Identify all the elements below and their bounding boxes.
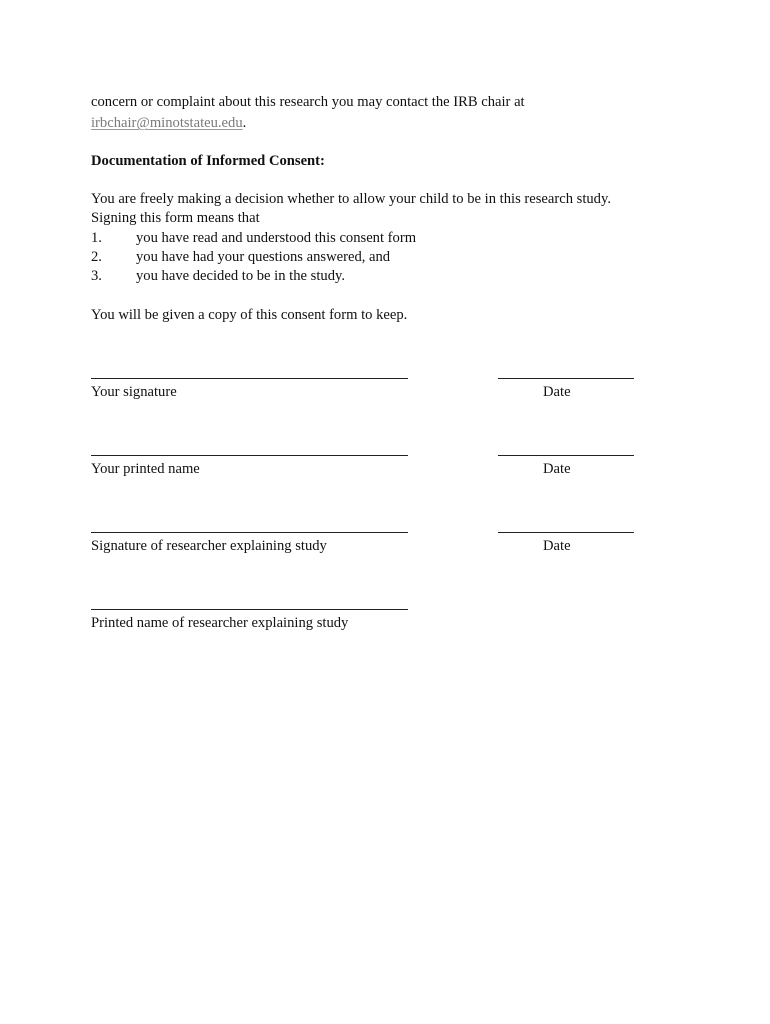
- list-number: 1.: [91, 230, 102, 246]
- email-suffix: .: [242, 115, 247, 131]
- printed-name-line[interactable]: [91, 455, 408, 456]
- researcher-signature-line[interactable]: [91, 532, 408, 533]
- date-line[interactable]: [498, 532, 634, 533]
- list-text: you have had your questions answered, and: [136, 249, 391, 265]
- consent-paragraph-line-2: Signing this form means that: [91, 210, 260, 226]
- list-item: [91, 229, 416, 247]
- researcher-printed-name-label: Printed name of researcher explaining study: [91, 615, 349, 631]
- date-line[interactable]: [498, 378, 634, 379]
- list-item: [91, 267, 345, 285]
- date-line[interactable]: [498, 455, 634, 456]
- list-item: [91, 248, 390, 266]
- list-text: you have decided to be in the study.: [136, 268, 345, 284]
- researcher-printed-name-line[interactable]: [91, 609, 408, 610]
- list-number: 3.: [91, 268, 102, 284]
- copy-note: You will be given a copy of this consent form to keep.: [91, 307, 408, 323]
- date-label: Date: [543, 461, 571, 477]
- intro-line: concern or complaint about this research you may contact the IRB chair at: [91, 94, 525, 110]
- date-label: Date: [543, 538, 571, 554]
- date-label: Date: [543, 384, 571, 400]
- irb-email-link[interactable]: irbchair@minotstateu.edu: [91, 115, 243, 131]
- signature-label: Your signature: [91, 384, 177, 400]
- section-heading: Documentation of Informed Consent:: [91, 153, 325, 169]
- list-text: you have read and understood this consent form: [136, 230, 417, 246]
- consent-paragraph-line-1: You are freely making a decision whether to allow your child to be in this research study.: [91, 191, 611, 207]
- signature-line[interactable]: [91, 378, 408, 379]
- list-number: 2.: [91, 249, 102, 265]
- researcher-signature-label: Signature of researcher explaining study: [91, 538, 327, 554]
- printed-name-label: Your printed name: [91, 461, 200, 477]
- email-line: [91, 114, 246, 132]
